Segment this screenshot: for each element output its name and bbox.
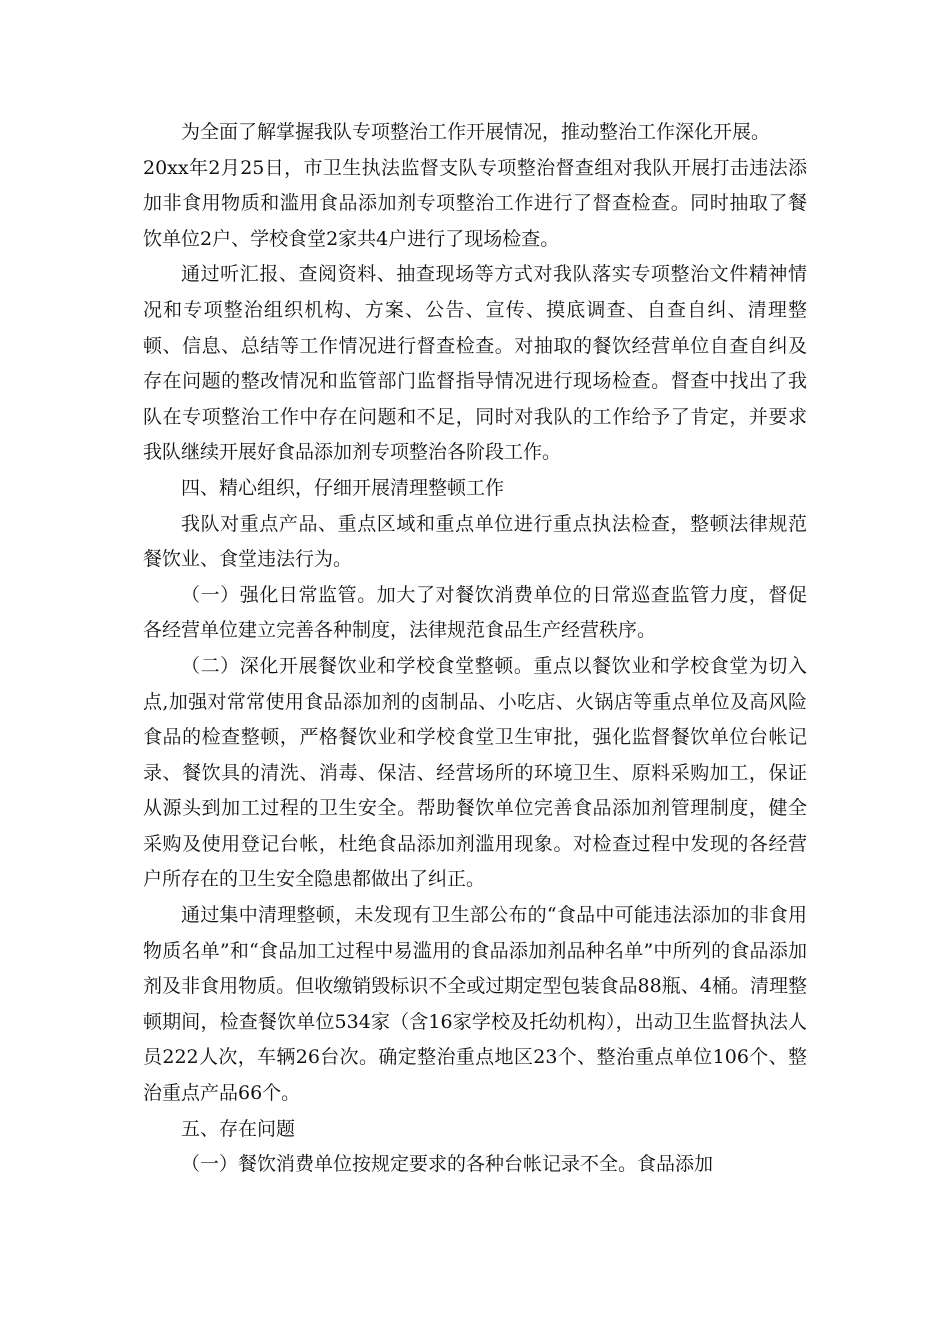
- paragraph-key-inspection: 我队对重点产品、重点区域和重点单位进行重点执法检查，整顿法律规范餐饮业、食堂违法行为。: [143, 512, 807, 571]
- paragraph-problem-1: （一）餐饮消费单位按规定要求的各种台帐记录不全。食品添加: [181, 1153, 714, 1176]
- section-heading-4: 四、精心组织，仔细开展清理整顿工作: [181, 476, 505, 499]
- paragraph-inspection: 20xx年2月25日，市卫生执法监督支队专项整治督查组对我队开展打击违法添加非食用物质和滥用食品添加剂专项整治工作进行了督查检查。同时抽取了餐饮单位2户、学校食堂2家共4户进行了现场检查。: [143, 156, 807, 250]
- section-heading-5: 五、存在问题: [181, 1117, 296, 1140]
- document-body: [143, 115, 807, 1183]
- paragraph-intro: 为全面了解掌握我队专项整治工作开展情况，推动整治工作深化开展。: [181, 121, 771, 143]
- paragraph-item-1: （一）强化日常监管。加大了对餐饮消费单位的日常巡查监管力度，督促各经营单位建立完善各种制度，法律规范食品生产经营秩序。: [143, 583, 807, 642]
- paragraph-item-2: （二）深化开展餐饮业和学校食堂整顿。重点以餐饮业和学校食堂为切入点,加强对常常使用食品添加剂的卤制品、小吃店、火锅店等重点单位及高风险食品的检查整顿，严格餐饮业和学校食堂卫生审批，强化监督餐饮单位台帐记录、餐饮具的清洗、消毒、保洁、经营场所的环境卫生、原料采购加工，保证从源头到加工过程的卫生安全。帮助餐饮单位完善食品添加剂管理制度，健全采购及使用登记台帐，杜绝食品添加剂滥用现象。对检查过程中发现的各经营户所存在的卫生安全隐患都做出了纠正。: [143, 654, 807, 891]
- paragraph-results: 通过集中清理整顿，未发现有卫生部公布的“食品中可能违法添加的非食用物质名单”和“食品加工过程中易滥用的食品添加剂品种名单”中所列的食品添加剂及非食用物质。但收缴销毁标识不全或过期定型包装食品88瓶、4桶。清理整顿期间，检查餐饮单位534家（含16家学校及托幼机构），出动卫生监督执法人员222人次，车辆26台次。确定整治重点地区23个、整治重点单位106个、整治重点产品66个。: [143, 904, 807, 1105]
- paragraph-methods: 通过听汇报、查阅资料、抽查现场等方式对我队落实专项整治文件精神情况和专项整治组织机构、方案、公告、宣传、摸底调查、自查自纠、清理整顿、信息、总结等工作情况进行督查检查。对抽取的餐饮经营单位自查自纠及存在问题的整改情况和监管部门监督指导情况进行现场检查。督查中找出了我队在专项整治工作中存在问题和不足，同时对我队的工作给予了肯定，并要求我队继续开展好食品添加剂专项整治各阶段工作。: [143, 263, 807, 464]
